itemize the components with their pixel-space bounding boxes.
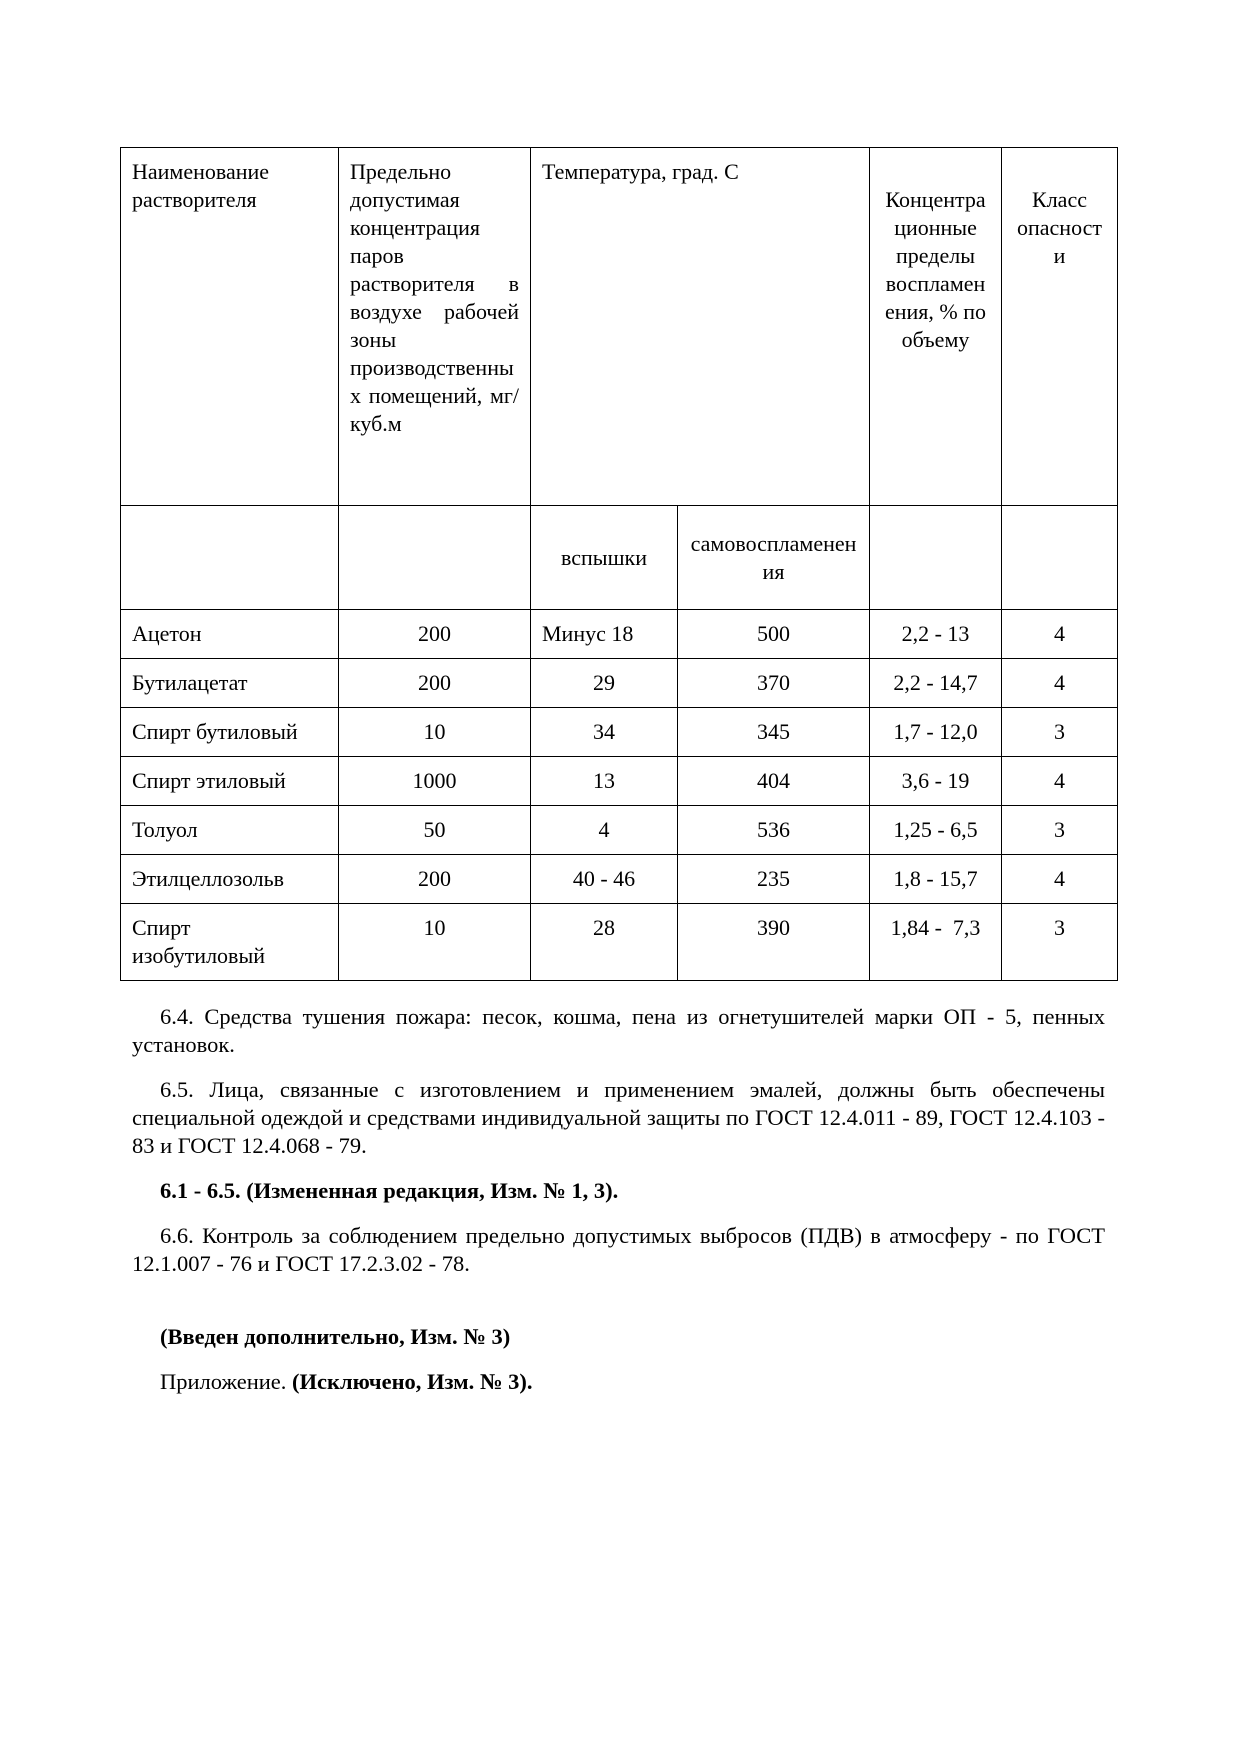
table-subheader-row [121, 506, 1118, 610]
cell-mpc: 10 [339, 904, 531, 981]
subheader-autoignition: самовоспламенения [678, 506, 870, 610]
table-row [121, 757, 1118, 806]
cell-mpc: 1000 [339, 757, 531, 806]
table-header-row [121, 148, 1118, 506]
cell-limits: 1,84 - 7,3 [870, 904, 1002, 981]
document-body-text [132, 1003, 1105, 1413]
cell-name: Толуол [121, 806, 339, 855]
table-row [121, 610, 1118, 659]
cell-mpc: 10 [339, 708, 531, 757]
cell-flash: 34 [531, 708, 678, 757]
cell-hazard-class: 3 [1002, 806, 1118, 855]
cell-name: Спирт бутиловый [121, 708, 339, 757]
cell-limits: 1,25 - 6,5 [870, 806, 1002, 855]
table-row [121, 855, 1118, 904]
cell-mpc: 200 [339, 659, 531, 708]
paragraph-6-4: 6.4. Средства тушения пожара: песок, кошма, пена из огнетушителей марки ОП - 5, пенных установок. [132, 1004, 1105, 1057]
cell-autoignition: 404 [678, 757, 870, 806]
cell-limits: 2,2 - 13 [870, 610, 1002, 659]
cell-flash: 29 [531, 659, 678, 708]
cell-autoignition: 345 [678, 708, 870, 757]
cell-hazard-class: 3 [1002, 904, 1118, 981]
cell-name: Бутилацетат [121, 659, 339, 708]
header-ignition-limits: Концентрационные пределы воспламенения, % по объему [870, 148, 1002, 506]
cell-autoignition: 500 [678, 610, 870, 659]
cell-autoignition: 390 [678, 904, 870, 981]
cell-autoignition: 235 [678, 855, 870, 904]
table-row [121, 659, 1118, 708]
amendment-note-6-6: (Введен дополнительно, Изм. № 3) [160, 1324, 511, 1349]
cell-hazard-class: 4 [1002, 855, 1118, 904]
cell-hazard-class: 4 [1002, 610, 1118, 659]
appendix-line [132, 1368, 1105, 1396]
table-row [121, 904, 1118, 981]
cell-hazard-class: 4 [1002, 659, 1118, 708]
cell-limits: 2,2 - 14,7 [870, 659, 1002, 708]
subheader-empty [121, 506, 339, 610]
subheader-empty [1002, 506, 1118, 610]
cell-mpc: 200 [339, 610, 531, 659]
paragraph-6-6: 6.6. Контроль за соблюдением предельно допустимых выбросов (ПДВ) в атмосферу - по ГОСТ 12.1.007 - 76 и ГОСТ 17.2.3.02 - 78. [132, 1223, 1105, 1276]
cell-hazard-class: 3 [1002, 708, 1118, 757]
cell-mpc: 50 [339, 806, 531, 855]
cell-name: Спирт этиловый [121, 757, 339, 806]
cell-limits: 1,8 - 15,7 [870, 855, 1002, 904]
cell-hazard-class: 4 [1002, 757, 1118, 806]
appendix-label: Приложение. [160, 1369, 287, 1394]
cell-autoignition: 536 [678, 806, 870, 855]
solvents-table [120, 147, 1118, 981]
header-temperature: Температура, град. С [531, 148, 870, 506]
table-row [121, 806, 1118, 855]
cell-flash: 4 [531, 806, 678, 855]
cell-flash: 40 - 46 [531, 855, 678, 904]
cell-mpc: 200 [339, 855, 531, 904]
cell-name: Этилцеллозольв [121, 855, 339, 904]
cell-autoignition: 370 [678, 659, 870, 708]
cell-limits: 3,6 - 19 [870, 757, 1002, 806]
subheader-empty [870, 506, 1002, 610]
cell-flash: 28 [531, 904, 678, 981]
header-hazard-class: Класс опасности [1002, 148, 1118, 506]
paragraph-6-5: 6.5. Лица, связанные с изготовлением и применением эмалей, должны быть обеспечены специальной одеждой и средствами индивидуальной защиты по ГОСТ 12.4.011 - 89, ГОСТ 12.4.103 - 83 и ГОСТ 12.4.068 - 79. [132, 1077, 1105, 1158]
cell-name: Спирт изобутиловый [121, 904, 339, 981]
header-solvent-name: Наименование растворителя [121, 148, 339, 506]
header-mpc: Предельно допустимая концентрация паров растворителя в воздухе рабочей зоны производственных помещений, мг/куб.м [339, 148, 531, 506]
subheader-empty [339, 506, 531, 610]
table-row [121, 708, 1118, 757]
cell-flash: 13 [531, 757, 678, 806]
subheader-flash: вспышки [531, 506, 678, 610]
appendix-note: (Исключено, Изм. № 3). [292, 1369, 533, 1394]
cell-flash: Минус 18 [531, 610, 678, 659]
cell-limits: 1,7 - 12,0 [870, 708, 1002, 757]
amendment-note-6-1-6-5: 6.1 - 6.5. (Измененная редакция, Изм. № 1, 3). [160, 1178, 619, 1203]
cell-name: Ацетон [121, 610, 339, 659]
